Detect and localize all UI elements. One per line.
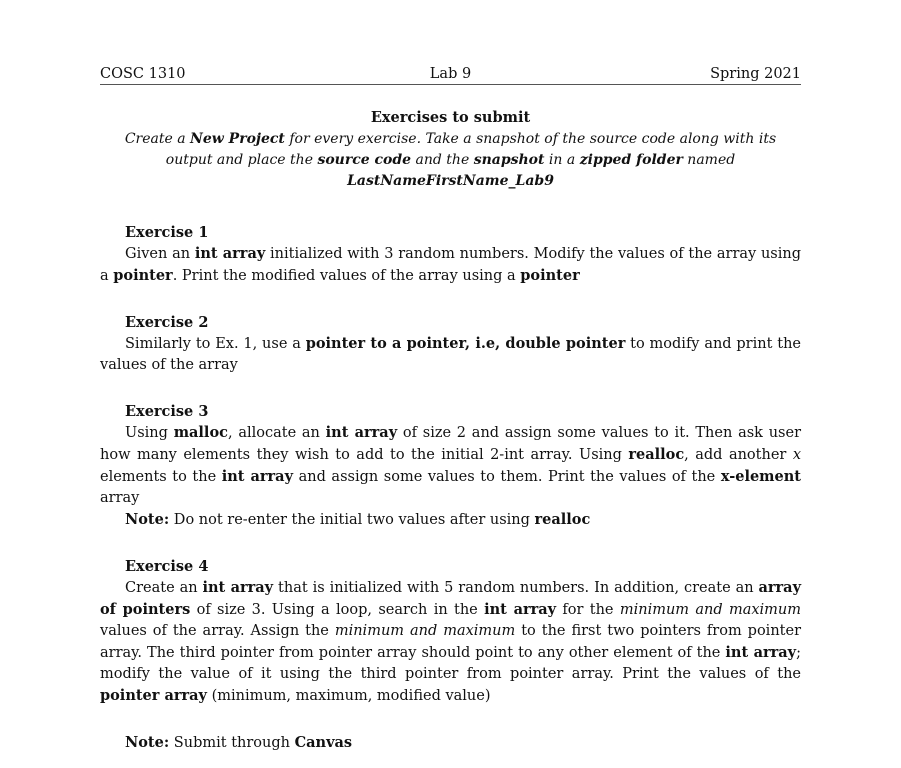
- exercise-4: [100, 556, 801, 707]
- exercise-1-body: Given an int array initialized with 3 random numbers. Modify the values of the array using a pointer. Print the modified values of the array using a pointer: [100, 245, 801, 284]
- exercise-1-title: Exercise 1: [125, 224, 209, 241]
- exercise-4-body: Create an int array that is initialized with 5 random numbers. In addition, create an array of pointers of size 3. Using a loop, search in the int array for the minimum and maximum values of the array. Assign the minimum and maximum to the first two pointers from pointer array. The third pointer from pointer array should point to any other element of the int array; modify the value of it using the third pointer from pointer array. Print the values of the pointer array (minimum, maximum, modified value): [100, 579, 802, 704]
- intro-instructions: Create a New Project for every exercise. Take a snapshot of the source code along with its output and place the source code and the snapshot in a zipped folder named LastNameFirstName_Lab9: [124, 131, 777, 189]
- exercise-2-title: Exercise 2: [125, 314, 209, 331]
- exercise-3-note: Note: Do not re-enter the initial two values after using realloc: [125, 511, 591, 528]
- exercise-3: [100, 401, 801, 531]
- header-lab: Lab 9: [429, 66, 472, 82]
- section-title: Exercises to submit: [370, 109, 531, 126]
- page-header: [100, 64, 801, 85]
- exercise-3-body: Using malloc, allocate an int array of size 2 and assign some values to it. Then ask user how many elements they wish to add to the initial 2-int array. Using realloc, add another x elements to the int array and assign some values to them. Print the values of the x-element array: [100, 424, 802, 506]
- exercise-3-title: Exercise 3: [125, 403, 209, 420]
- exercise-1: [100, 222, 801, 287]
- submission-note: Note: Submit through Canvas: [125, 734, 353, 751]
- header-term: Spring 2021: [710, 66, 801, 82]
- exercise-4-title: Exercise 4: [125, 558, 209, 575]
- document-page: [100, 64, 801, 754]
- exercise-2-body: Similarly to Ex. 1, use a pointer to a pointer, i.e, double pointer to modify and print the values of the array: [100, 335, 801, 373]
- header-course: COSC 1310: [100, 66, 186, 82]
- exercise-2: [100, 312, 801, 376]
